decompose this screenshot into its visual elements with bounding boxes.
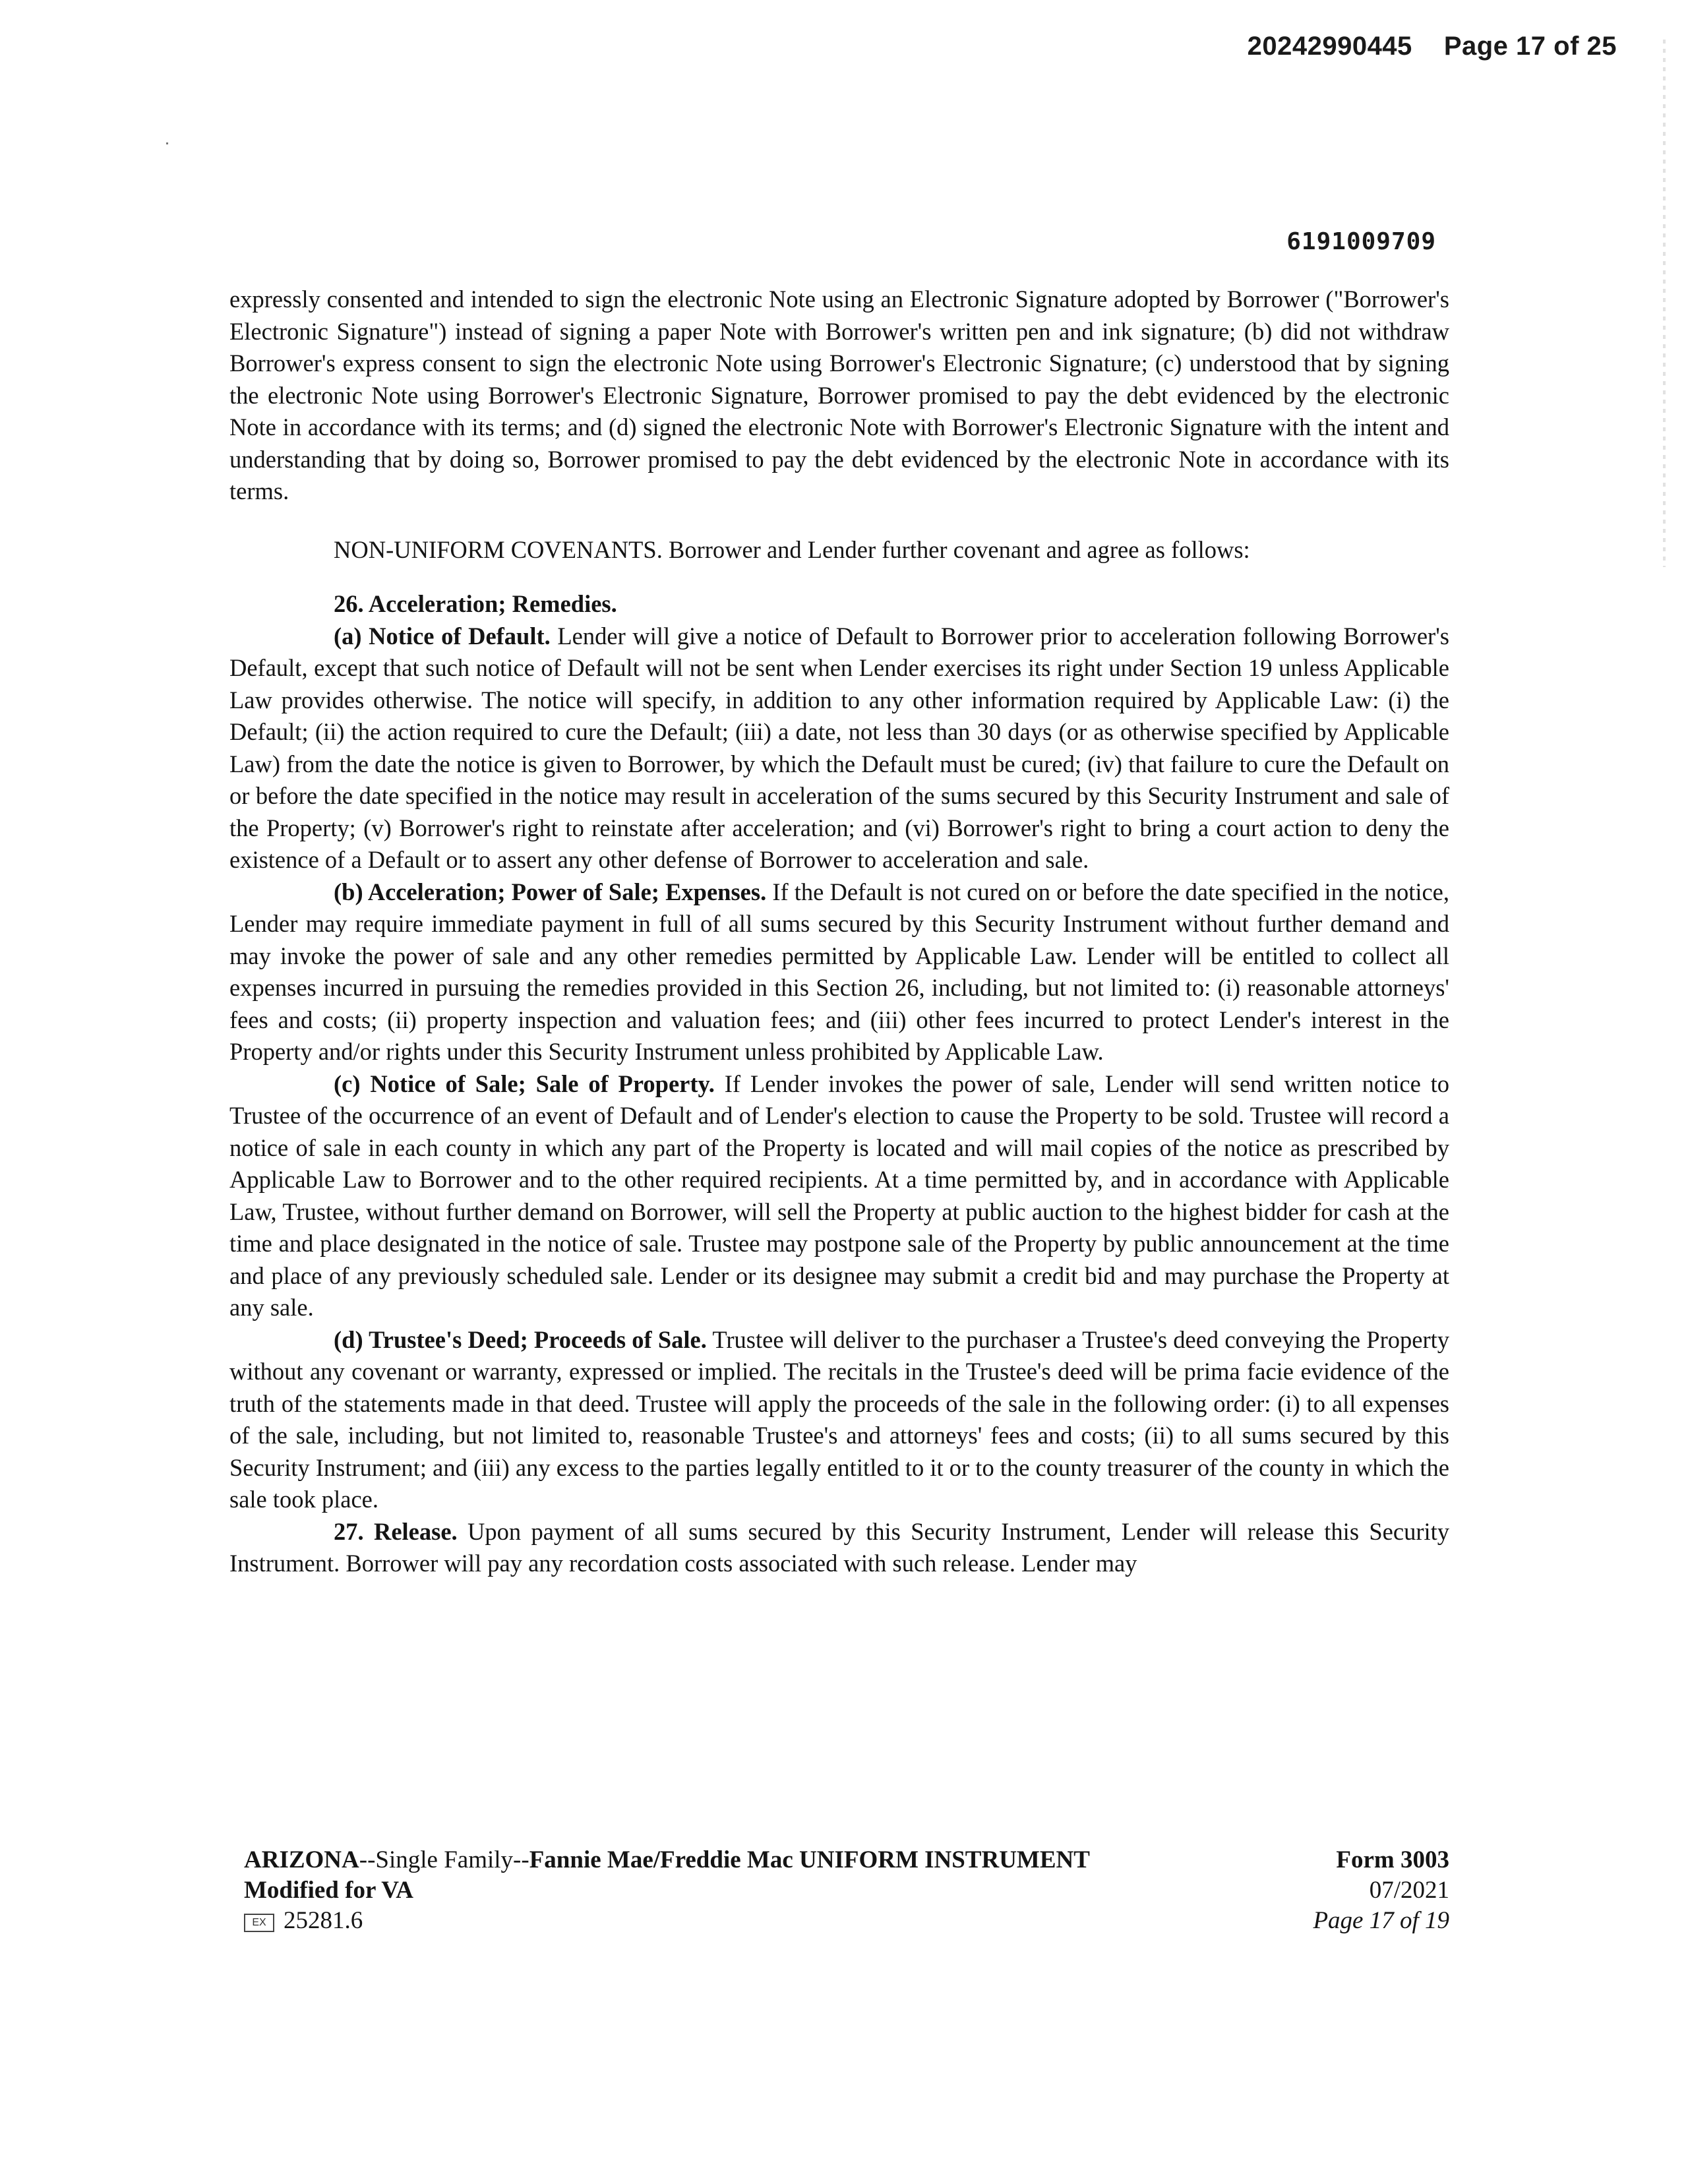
footer-state: ARIZONA <box>244 1846 359 1873</box>
intro-paragraph: expressly consented and intended to sign the electronic Note using an Electronic Signature adopted by Borrower ("Borrower's Electronic Signature") instead of signing a paper Note with Borrower's written pen and ink signature; (b) did not withdraw Borrower's express consent to sign the electronic Note using Borrower's Electronic Signature; (c) understood that by signing the electronic Note using Borrower's Electronic Signature, Borrower promised to pay the debt evidenced by the electronic Note in accordance with its terms; and (d) signed the electronic Note with Borrower's Electronic Signature with the intent and understanding that by doing so, Borrower promised to pay the debt evidenced by the electronic Note in accordance with its terms. <box>229 286 1449 504</box>
section-26b-heading: (b) Acceleration; Power of Sale; Expenses. <box>334 878 767 905</box>
scan-artifact <box>166 142 168 144</box>
footer-form-date: 07/2021 <box>1369 1877 1449 1904</box>
scan-edge-marks <box>1663 40 1666 567</box>
non-uniform-covenants: NON-UNIFORM COVENANTS. Borrower and Lender further covenant and agree as follows: <box>334 535 1250 563</box>
recording-number: 20242990445 <box>1247 32 1412 61</box>
section-26d-text: Trustee will deliver to the purchaser a Trustee's deed conveying the Property without any covenant or warranty, expressed or implied. The recitals in the Trustee's deed will be prima facie evidence of the truth of the statements made in that deed. Trustee will apply the proceeds of the sale in the following order: (i) to all expenses of the sale, including, but not limited to, reasonable Trustee's and attorneys' fees and costs; (ii) to all sums secured by this Security Instrument; and (iii) any excess to the parties legally entitled to it or to the county treasurer of the county in which the sale took place. <box>229 1325 1449 1513</box>
section-27-heading: 27. Release. <box>334 1517 458 1545</box>
document-body <box>229 284 1449 1580</box>
section-26c-text: If Lender invokes the power of sale, Lender will send written notice to Trustee of the occurrence of an event of Default and of Lender's election to cause the Property to be sold. Trustee will record a notice of sale in each county in which any part of the Property is located and will mail copies of the notice as prescribed by Applicable Law to Borrower and to the other required recipients. At a time permitted by, and in accordance with Applicable Law, Trustee, without further demand on Borrower, will sell the Property at public auction to the highest bidder for cash at the time and place designated in the notice of sale. Trustee may postpone sale of the Property by public announcement at the time and place of any previously scheduled sale. Lender or its designee may submit a credit bid and may purchase the Property at any sale. <box>229 1070 1450 1321</box>
section-26d <box>229 1324 1449 1516</box>
footer-separator: --Single Family-- <box>359 1846 529 1873</box>
section-26-heading: 26. Acceleration; Remedies. <box>334 590 617 617</box>
section-26d-heading: (d) Trustee's Deed; Proceeds of Sale. <box>334 1325 707 1353</box>
section-26b <box>229 876 1449 1068</box>
footer-doc-code: 25281.6 <box>284 1907 363 1934</box>
section-26c <box>229 1068 1449 1324</box>
footer-page: Page 17 of 19 <box>1313 1907 1449 1934</box>
footer-right <box>1313 1845 1449 1936</box>
footer-instrument: Fannie Mae/Freddie Mac UNIFORM INSTRUMENT <box>529 1846 1090 1873</box>
section-26a <box>229 621 1449 876</box>
section-27-text: Upon payment of all sums secured by this Security Instrument, Lender will release this Security Instrument. Borrower will pay any recordation costs associated with such release. Lender may <box>229 1517 1450 1577</box>
section-27 <box>229 1516 1449 1580</box>
recording-header <box>1248 32 1617 61</box>
footer-form-number: Form 3003 <box>1336 1846 1449 1873</box>
section-26a-heading: (a) Notice of Default. <box>334 622 551 650</box>
section-26b-text: If the Default is not cured on or before the date specified in the notice, Lender may require immediate payment in full of all sums secured by this Security Instrument without further demand and may invoke the power of sale and any other remedies permitted by Applicable Law. Lender will be entitled to collect all expenses incurred in pursuing the remedies provided in this Section 26, including, but not limited to: (i) reasonable attorneys' fees and costs; (ii) property inspection and valuation fees; and (iii) other fees incurred to protect Lender's interest in the Property and/or rights under this Security Instrument unless prohibited by Applicable Law. <box>229 878 1449 1065</box>
section-26c-heading: (c) Notice of Sale; Sale of Property. <box>334 1070 715 1097</box>
loan-number: 6191009709 <box>1286 228 1436 255</box>
footer-instrument-line <box>244 1845 1090 1875</box>
section-26a-text: Lender will give a notice of Default to Borrower prior to acceleration following Borrower's Default, except that such notice of Default will not be sent when Lender exercises its right under Section 19 unless Applicable Law provides otherwise. The notice will specify, in addition to any other information required by Applicable Law: (i) the Default; (ii) the action required to cure the Default; (iii) a date, not less than 30 days (or as otherwise specified by Applicable Law) from the date the notice is given to Borrower, by which the Default must be cured; (iv) that failure to cure the Default on or before the date specified in the notice may result in acceleration of the sums secured by this Security Instrument and sale of the Property; (v) Borrower's right to reinstate after acceleration; and (vi) Borrower's right to bring a court action to deny the existence of a Default or to assert any other defense of Borrower to acceleration and sale. <box>229 622 1449 873</box>
form-footer <box>244 1845 1449 1944</box>
recording-page-label: Page 17 of 25 <box>1443 32 1617 61</box>
footer-doc-code-line <box>244 1906 1090 1936</box>
footer-left <box>244 1845 1090 1936</box>
footer-modified: Modified for VA <box>244 1877 413 1904</box>
document-code-icon: EX <box>244 1914 274 1932</box>
